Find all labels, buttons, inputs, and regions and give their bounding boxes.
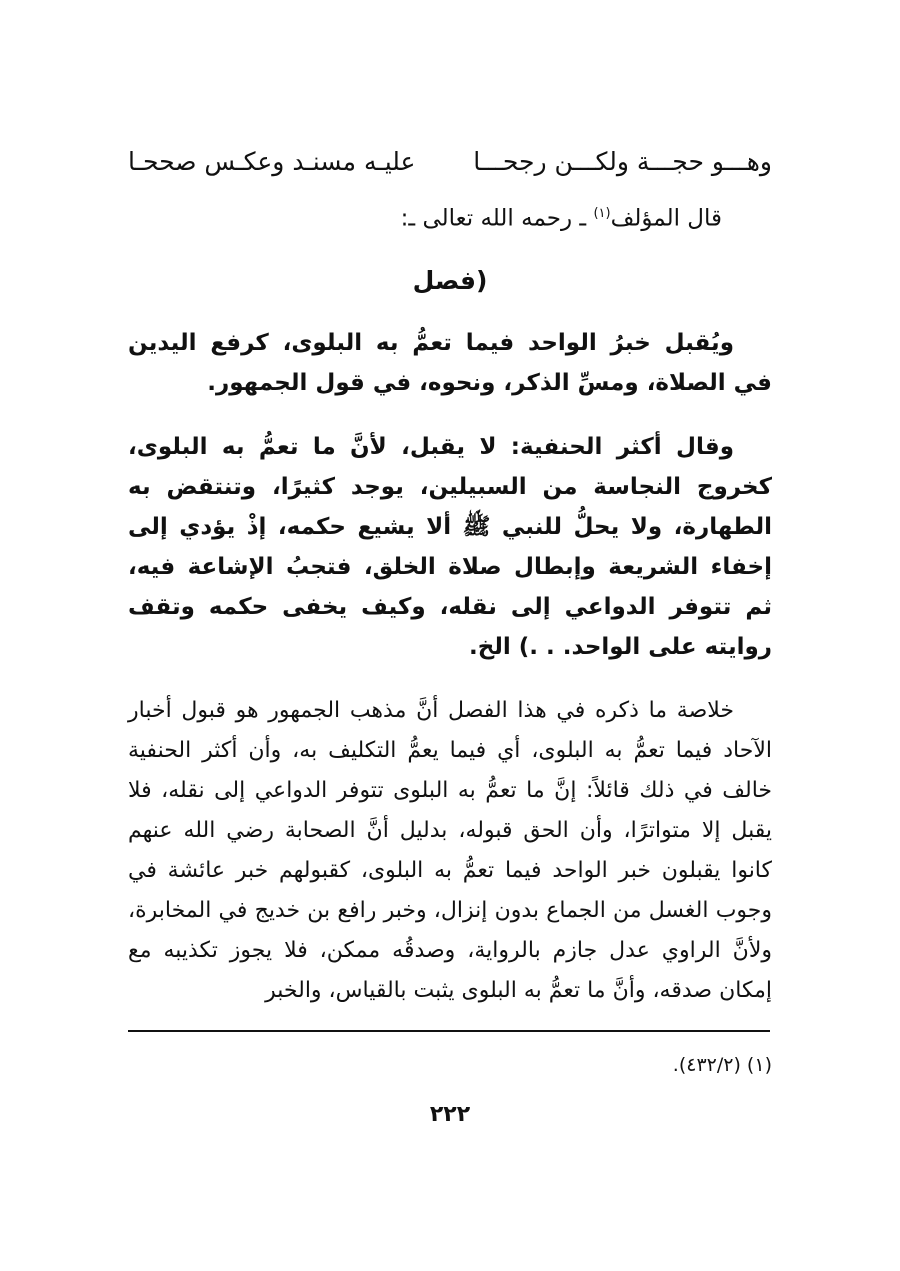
verse-right-hemistich: وهـــو حجـــة ولكـــن رجحـــا	[473, 147, 772, 176]
matn-paragraph-2: وقال أكثر الحنفية: لا يقبل، لأنَّ ما تعمُّ به البلوى، كخروج النجاسة من السبيلين، يوجد كثيرًا، وتنتقض به الطهارة، ولا يحلُّ للنبي ﷺ ألا يشيع حكمه، إذْ يؤدي إلى إخفاء الشريعة وإبطال صلاة الخلق، فتجبُ الإشاعة فيه، ثم تتوفر الدواعي إلى نقله، وكيف يخفى حكمه وتقف روايته على الواحد. . .) الخ.	[128, 433, 772, 660]
page-body	[128, 140, 772, 1035]
verse-line	[128, 140, 772, 184]
section-title: (فصل	[412, 265, 488, 295]
footnote-text: (١) (٤٣٢/٢).	[672, 1054, 772, 1076]
sharh-paragraph: خلاصة ما ذكره في هذا الفصل أنَّ مذهب الجمهور هو قبول أخبار الآحاد فيما تعمُّ به البلوى، أي فيما يعمُّ التكليف به، وأن أكثر الحنفية خالف في ذلك قائلاً: إنَّ ما تعمُّ به البلوى تتوفر الدواعي إلى نقله، فلا يقبل إلا متواترًا، وأن الحق قبوله، بدليل أنَّ الصحابة رضي الله عنهم كانوا يقبلون خبر الواحد فيما تعمُّ به البلوى، كقبولهم خبر عائشة في وجوب الغسل من الجماع بدون إنزال، وخبر رافع بن خديج في المخابرة، ولأنَّ الراوي عدل جازم بالرواية، وصدقُه ممكن، فلا يجوز تكذيبه مع إمكان صدقه، وأنَّ ما تعمُّ به البلوى يثبت بالقياس، والخبر	[128, 697, 772, 1003]
matn-paragraph-1: ويُقبل خبرُ الواحد فيما تعمُّ به البلوى، كرفع اليدين في الصلاة، ومسِّ الذكر، ونحوه، في قول الجمهور.	[128, 329, 772, 396]
verse-left-hemistich: عليـه مسنـد وعكـس صححـا	[128, 147, 416, 176]
author-attribution	[128, 194, 772, 239]
author-prayer: ـ رحمه الله تعالى ـ:	[400, 205, 594, 232]
footnote-divider	[128, 1030, 770, 1032]
author-label: قال المؤلف	[610, 205, 722, 232]
page-number: ٢٢٢	[429, 1102, 471, 1127]
footnote-marker[interactable]: (١)	[593, 206, 611, 221]
